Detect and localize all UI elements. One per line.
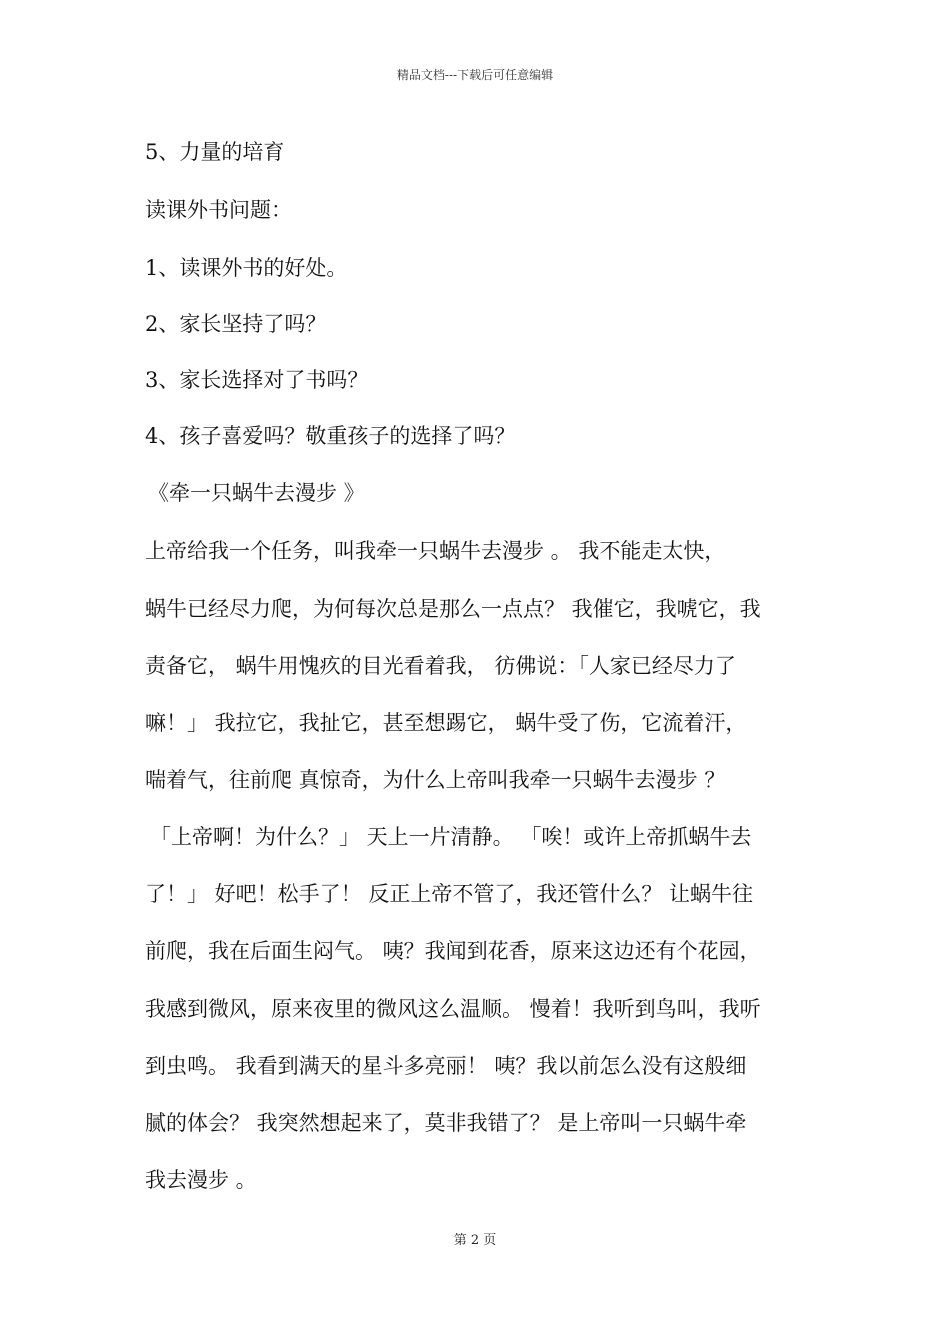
text-line: 腻的体会？ 我突然想起来了，莫非我错了？ 是上帝叫一只蜗牛牵 [145,1111,747,1135]
text-line: 嘛！」 我拉它，我扯它，甚至想踢它， 蜗牛受了伤，它流着汗， [145,711,747,735]
text-line: 我感到微风，原来夜里的微风这么温顺。 慢着！我听到鸟叫，我听 [145,997,761,1021]
text-line: 3、家长选择对了书吗？ [145,368,369,392]
text-line: 我去漫步 。 [145,1168,257,1192]
text-line: 前爬，我在后面生闷气。 咦？我闻到花香，原来这边还有个花园， [145,939,761,963]
article-title: 《牵一只蜗牛去漫步 》 [148,481,365,505]
page-number: 第 2 页 [453,1233,497,1248]
page-header: 精品文档---下载后可任意编辑 [396,68,554,82]
text-line: 「上帝啊！为什么？」 天上一片清静。 「唉！或许上帝抓蜗牛去 [150,825,752,849]
text-line: 蜗牛已经尽力爬，为何每次总是那么一点点？ 我催它，我唬它，我 [145,597,761,621]
text-line: 5、力量的培育 [145,140,285,164]
text-line: 了！」 好吧！松手了！ 反正上帝不管了，我还管什么？ 让蜗牛往 [145,882,754,906]
text-line: 4、孩子喜爱吗？敬重孩子的选择了吗？ [145,424,516,448]
text-line: 责备它， 蜗牛用愧疚的目光看着我， 彷佛说：「人家已经尽力了 [145,654,736,678]
text-line: 喘着气，往前爬 真惊奇，为什么上帝叫我牵一只蜗牛去漫步 ？ [145,768,726,792]
text-line: 1、读课外书的好处。 [145,256,348,280]
text-line: 2、家长坚持了吗？ [145,312,327,336]
text-line: 到虫鸣。 我看到满天的星斗多亮丽！ 咦？我以前怎么没有这般细 [145,1054,747,1078]
text-line: 读课外书问题： [145,198,292,222]
text-line: 上帝给我一个任务，叫我牵一只蜗牛去漫步 。 我不能走太快， [145,539,726,563]
